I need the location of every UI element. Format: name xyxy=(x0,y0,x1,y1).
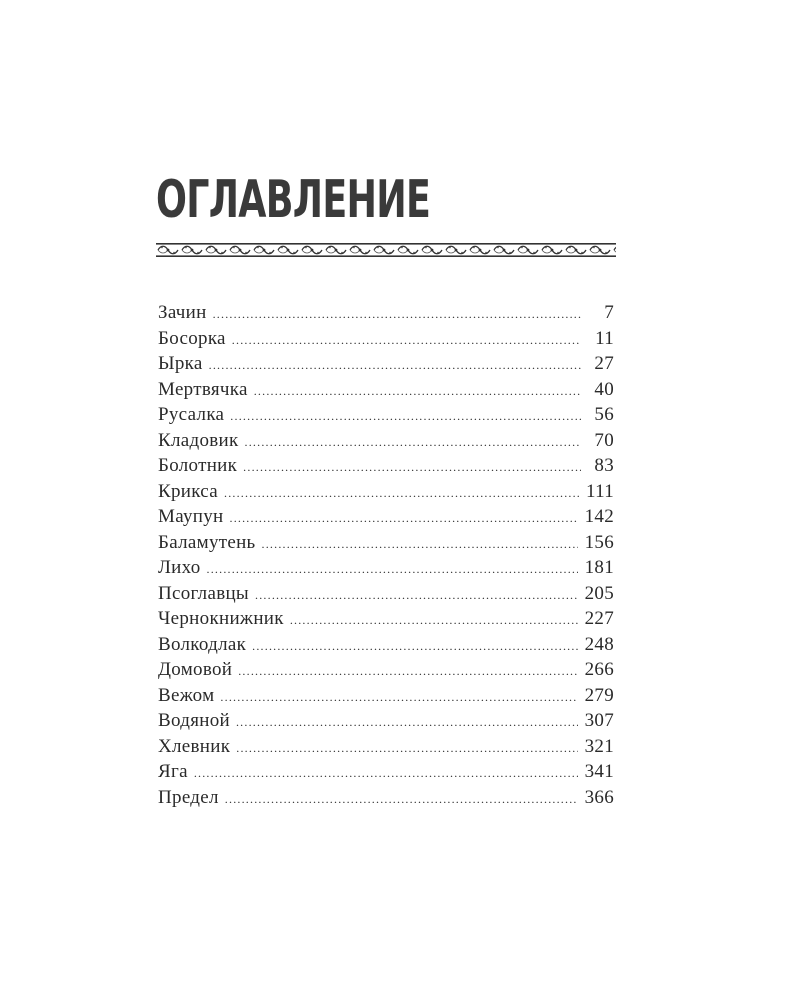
entry-page-number: 227 xyxy=(584,608,614,629)
toc-entry[interactable] xyxy=(158,453,614,479)
dot-leader xyxy=(232,328,581,354)
entry-title: Волкодлак xyxy=(158,633,247,655)
dot-leader xyxy=(255,583,578,609)
dot-leader xyxy=(230,404,581,430)
entry-title: Кладовик xyxy=(158,429,239,451)
toc-entry[interactable] xyxy=(158,504,614,530)
entry-page-number: 111 xyxy=(586,480,614,502)
toc-entry[interactable] xyxy=(158,759,614,785)
entry-title: Мертвячка xyxy=(158,378,248,400)
dot-leader xyxy=(236,710,578,736)
entry-page-number: 366 xyxy=(584,786,614,808)
dot-leader xyxy=(252,634,577,660)
toc-entry[interactable] xyxy=(158,555,614,581)
entry-page-number: 40 xyxy=(594,378,614,400)
dot-leader xyxy=(225,787,578,813)
entry-page-number: 181 xyxy=(584,557,614,578)
entry-title: Русалка xyxy=(158,404,225,425)
dot-leader xyxy=(230,506,578,532)
entry-page-number: 156 xyxy=(584,531,614,553)
entry-page-number: 11 xyxy=(595,327,614,349)
toc-entry[interactable] xyxy=(158,351,614,377)
entry-title: Босорка xyxy=(158,327,226,349)
toc-entry[interactable] xyxy=(158,581,614,607)
entry-page-number: 248 xyxy=(584,633,614,655)
toc-entry[interactable] xyxy=(158,479,614,505)
toc-entry[interactable] xyxy=(158,632,614,658)
entry-page-number: 307 xyxy=(584,710,614,731)
entry-title: Хлевник xyxy=(158,735,231,757)
entry-page-number: 27 xyxy=(594,353,614,374)
entry-title: Яга xyxy=(158,761,188,782)
dot-leader xyxy=(238,659,577,685)
dot-leader xyxy=(213,302,581,328)
toc-entry[interactable] xyxy=(158,402,614,428)
entry-page-number: 266 xyxy=(584,659,614,680)
toc-entry[interactable] xyxy=(158,428,614,454)
entry-page-number: 83 xyxy=(594,455,614,476)
entry-title: Водяной xyxy=(158,710,230,731)
entry-title: Предел xyxy=(158,786,219,808)
dot-leader xyxy=(262,532,578,558)
dot-leader xyxy=(209,353,581,379)
entry-title: Баламутень xyxy=(158,531,256,553)
toc-entry[interactable] xyxy=(158,300,614,326)
entry-page-number: 341 xyxy=(584,761,614,782)
toc-entry[interactable] xyxy=(158,530,614,556)
entry-page-number: 321 xyxy=(584,735,614,757)
dot-leader xyxy=(290,608,578,634)
entry-title: Маупун xyxy=(158,506,224,527)
entry-title: Ырка xyxy=(158,353,203,374)
dot-leader xyxy=(245,430,581,456)
entry-page-number: 7 xyxy=(604,302,614,323)
toc-entry[interactable] xyxy=(158,785,614,811)
entry-page-number: 70 xyxy=(594,429,614,451)
toc-entry[interactable] xyxy=(158,708,614,734)
entry-title: Псоглавцы xyxy=(158,582,250,604)
dot-leader xyxy=(224,481,579,507)
dot-leader xyxy=(254,379,581,405)
entry-title: Крикса xyxy=(158,480,218,502)
toc-entry[interactable] xyxy=(158,657,614,683)
entry-page-number: 142 xyxy=(584,506,614,527)
entry-title: Болотник xyxy=(158,455,238,476)
dot-leader xyxy=(207,557,578,583)
entry-title: Вежом xyxy=(158,684,215,706)
dot-leader xyxy=(194,761,578,787)
entry-title: Зачин xyxy=(158,302,207,323)
entry-page-number: 279 xyxy=(584,684,614,706)
toc-entry[interactable] xyxy=(158,377,614,403)
toc-entry[interactable] xyxy=(158,683,614,709)
decorative-border-divider xyxy=(156,243,616,257)
entry-title: Чернокнижник xyxy=(158,608,284,629)
toc-entry[interactable] xyxy=(158,326,614,352)
page-title: ОГЛАВЛЕНИЕ xyxy=(156,170,431,230)
dot-leader xyxy=(220,685,577,711)
toc-entry[interactable] xyxy=(158,734,614,760)
toc-entry[interactable] xyxy=(158,606,614,632)
entry-page-number: 56 xyxy=(594,404,614,425)
dot-leader xyxy=(243,455,581,481)
entry-title: Лихо xyxy=(158,557,201,578)
entry-title: Домовой xyxy=(158,659,233,680)
entry-page-number: 205 xyxy=(584,582,614,604)
table-of-contents xyxy=(158,300,614,810)
dot-leader xyxy=(236,736,577,762)
